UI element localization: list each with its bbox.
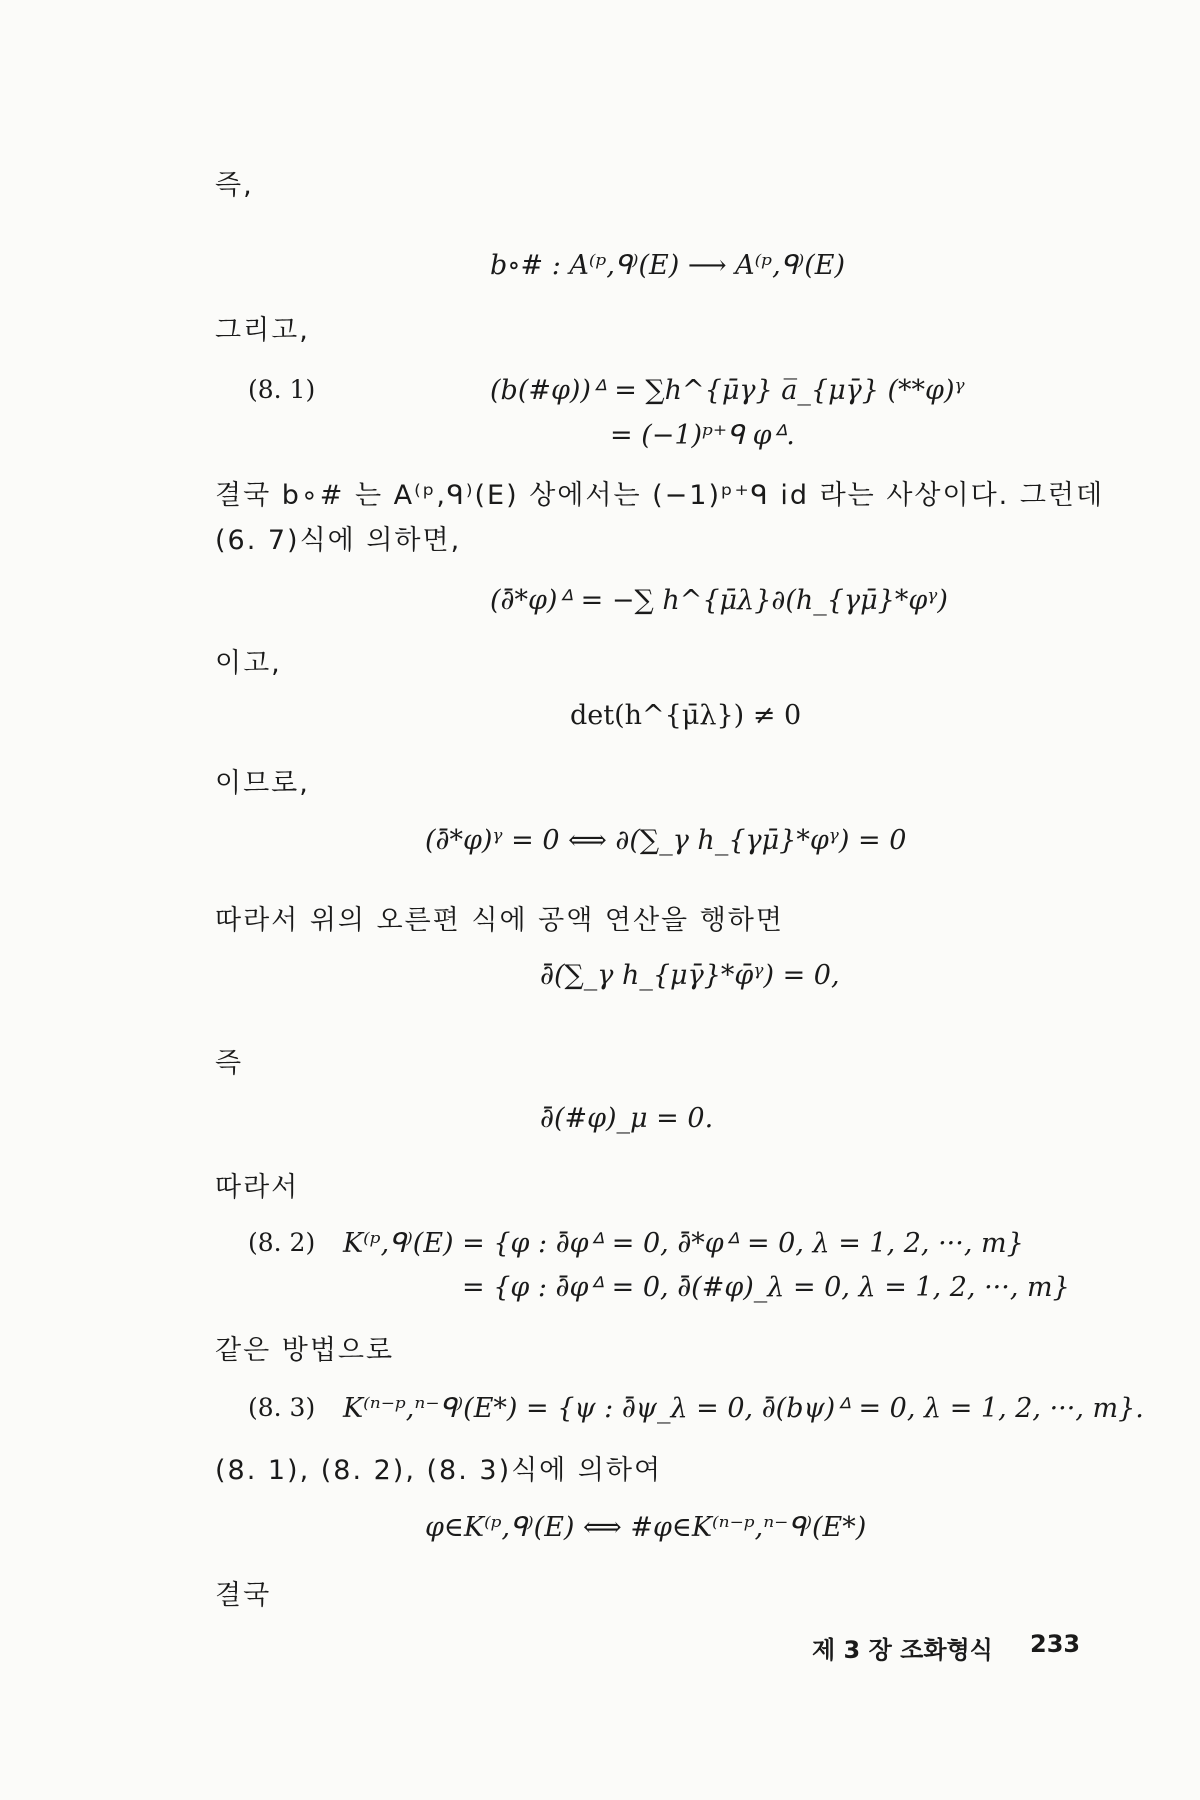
- text-line: 결국: [215, 1580, 272, 1611]
- equation: (∂̄*φ)ᵞ = 0 ⟺ ∂(∑_γ h_{γμ̄}*φᵞ) = 0: [425, 825, 907, 856]
- paragraph-line: (6. 7)식에 의하면,: [215, 525, 462, 556]
- equation: K⁽ⁿ⁻ᵖ,ⁿ⁻ᑫ⁾(E*) = {ψ : ∂̄ψ_λ = 0, ∂̄(bψ)ᐞ = 0, λ = 1, 2, ···, m}.: [343, 1393, 1144, 1424]
- text-line: 이고,: [215, 648, 282, 679]
- equation: = {φ : ∂̄φᐞ = 0, ∂̄(#φ)_λ = 0, λ = 1, 2, ···, m}: [462, 1272, 1070, 1303]
- equation: b∘# : A⁽ᵖ,ᑫ⁾(E) ⟶ A⁽ᵖ,ᑫ⁾(E): [490, 250, 846, 281]
- equation: (∂̄*φ)ᐞ = −∑ h^{μ̄λ}∂(h_{γμ̄}*φᵞ): [490, 585, 948, 616]
- text-line: 그리고,: [215, 315, 310, 346]
- equation: det(h^{μ̄λ}) ≠ 0: [570, 700, 802, 731]
- text-line: 즉,: [215, 170, 254, 201]
- equation: ∂̄(∑_γ h_{μγ̄}*φ̄ᵞ) = 0,: [540, 960, 840, 991]
- text-line: (8. 1), (8. 2), (8. 3)식에 의하여: [215, 1455, 663, 1486]
- equation: (b(#φ))ᐞ = ∑h^{μ̄γ} a̅_{μγ̄} (**φ)ᵞ: [490, 375, 965, 406]
- text-line: 즉: [215, 1048, 244, 1079]
- page-number: 233: [1030, 1630, 1081, 1658]
- text-line: 따라서: [215, 1172, 300, 1203]
- equation-number: (8. 1): [248, 375, 316, 404]
- text-line: 이므로,: [215, 768, 310, 799]
- text-line: 따라서 위의 오른편 식에 공액 연산을 행하면: [215, 905, 784, 936]
- equation-number: (8. 3): [248, 1393, 316, 1422]
- equation: K⁽ᵖ,ᑫ⁾(E) = {φ : ∂̄φᐞ = 0, ∂̄*φᐞ = 0, λ = 1, 2, ···, m}: [343, 1228, 1024, 1259]
- text-line: 같은 방법으로: [215, 1335, 395, 1366]
- equation: ∂̄(#φ)_μ = 0.: [540, 1103, 714, 1134]
- paragraph-line: 결국 b∘# 는 A⁽ᵖ,ᑫ⁾(E) 상에서는 (−1)ᵖ⁺ᑫ id 라는 사상이다. 그런데: [215, 480, 1105, 511]
- equation: φ∈K⁽ᵖ,ᑫ⁾(E) ⟺ #φ∈K⁽ⁿ⁻ᵖ,ⁿ⁻ᑫ⁾(E*): [425, 1512, 867, 1543]
- equation: = (−1)ᵖ⁺ᑫ φᐞ.: [610, 420, 795, 451]
- equation-number: (8. 2): [248, 1228, 316, 1257]
- running-footer-chapter: 제 3 장 조화형식: [812, 1636, 993, 1664]
